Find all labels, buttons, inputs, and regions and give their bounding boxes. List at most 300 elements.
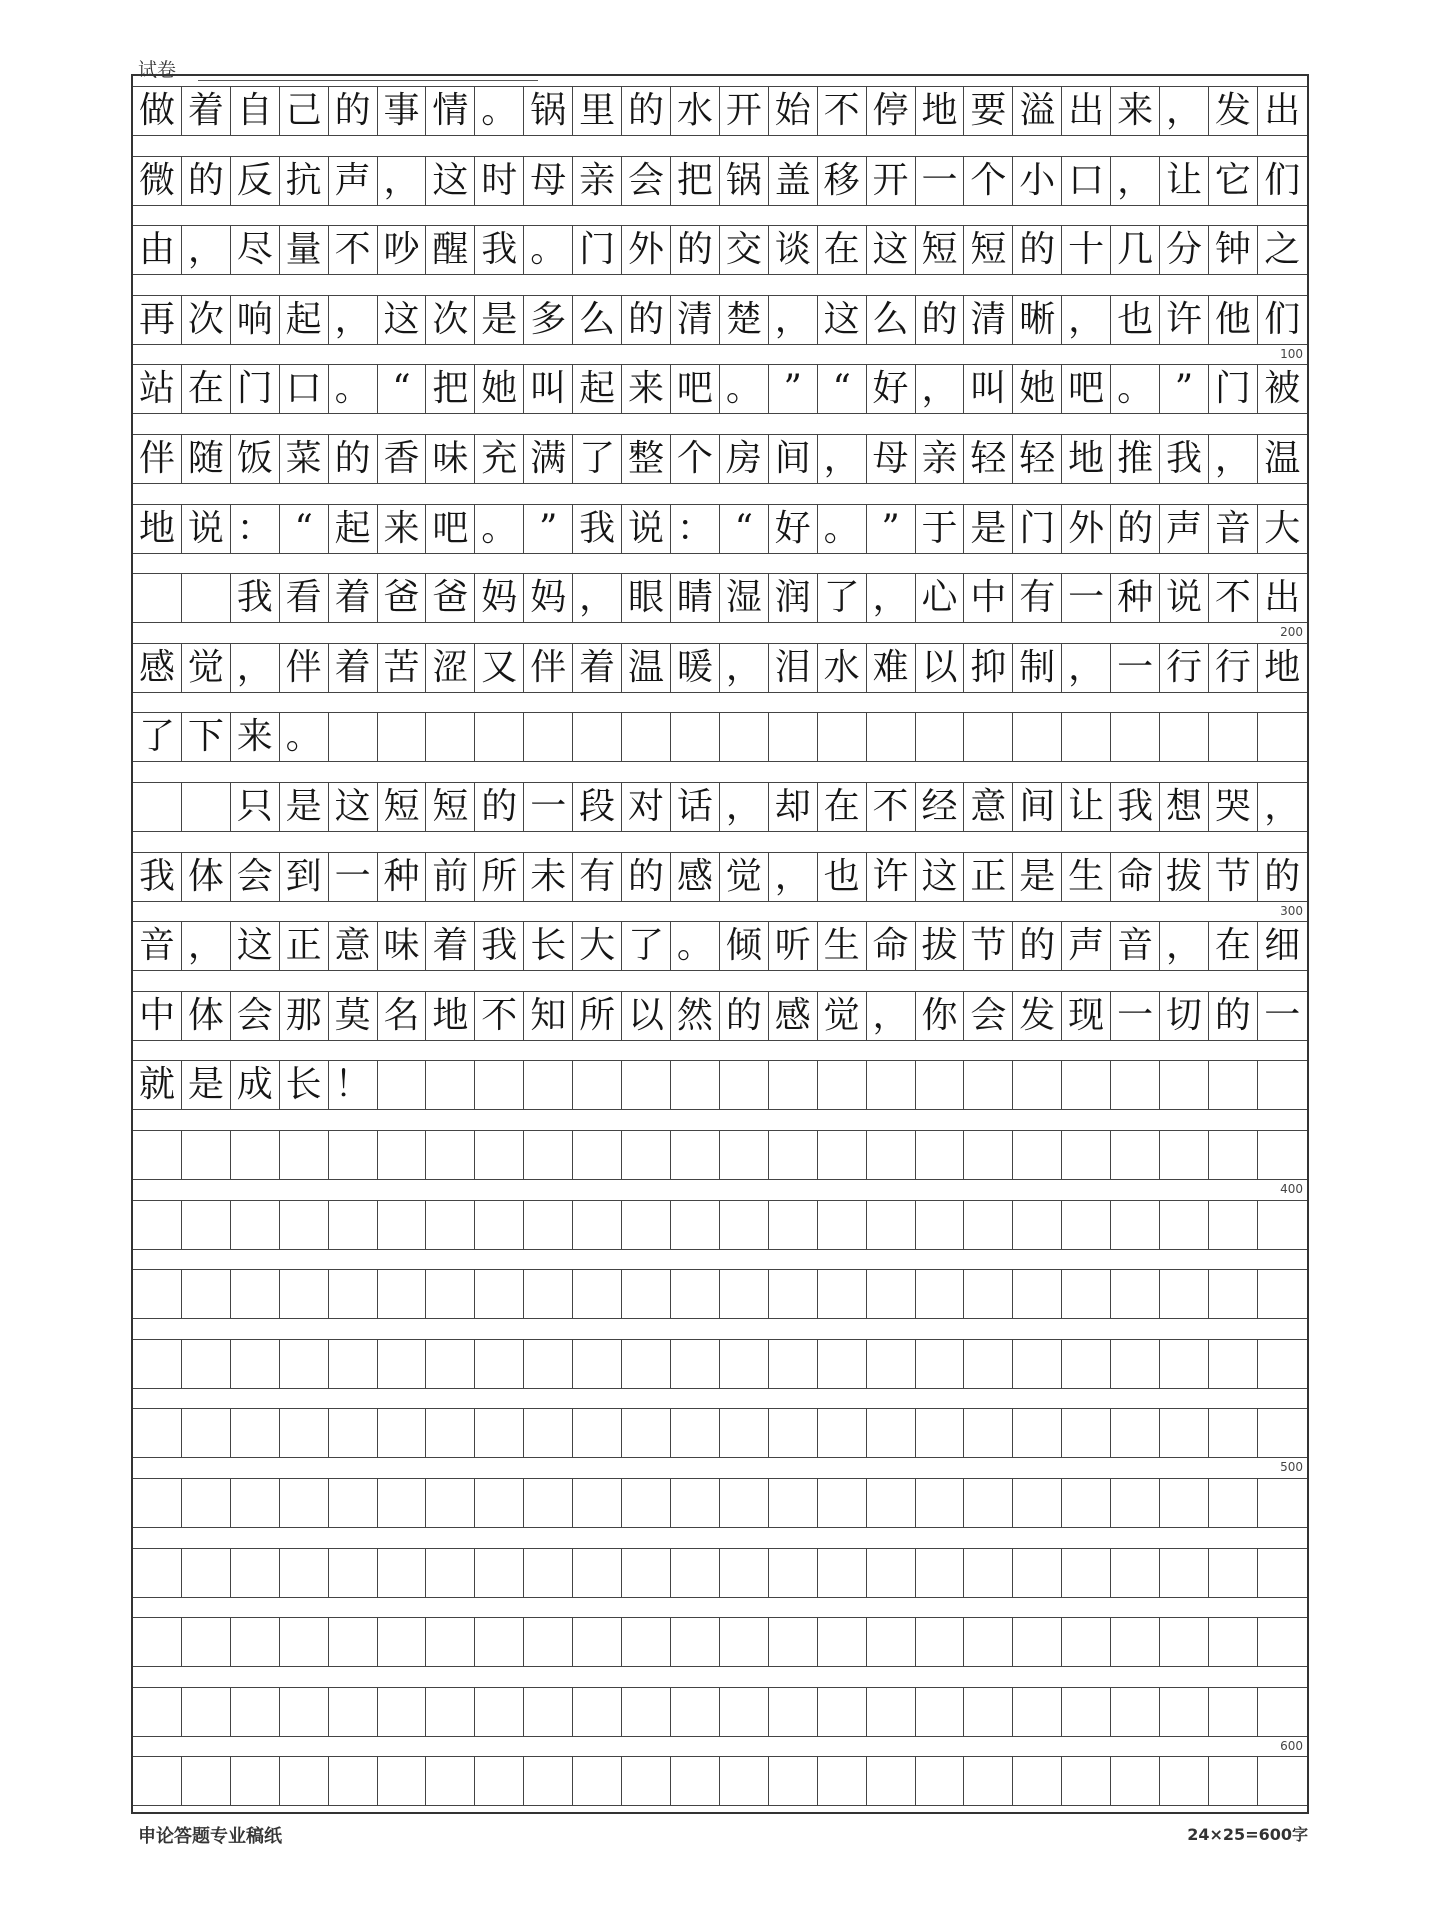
grid-cell: 抗: [280, 156, 329, 206]
grid-cell: ，: [182, 921, 231, 971]
grid-cell: 情: [426, 86, 475, 136]
grid-cell: 地: [426, 991, 475, 1041]
grid-cell: [182, 1130, 231, 1180]
grid-cell: [475, 1339, 524, 1389]
grid-cell: [280, 1617, 329, 1667]
grid-cell: 一: [1111, 991, 1160, 1041]
grid-cell: ：: [671, 504, 720, 554]
grid-cell: [280, 1130, 329, 1180]
grid-cell: [622, 1548, 671, 1598]
grid-cell: 几: [1111, 225, 1160, 275]
grid-cell: 外: [622, 225, 671, 275]
grid-cell: [818, 1060, 867, 1110]
grid-cell: ，: [720, 643, 769, 693]
grid-cell: [1111, 712, 1160, 762]
grid-cell: [769, 1408, 818, 1458]
grid-cell: [671, 1269, 720, 1319]
grid-cell: [671, 1478, 720, 1528]
grid-cell: [133, 1130, 182, 1180]
grid-cell: 的: [475, 782, 524, 832]
grid-cell: [329, 1339, 378, 1389]
grid-cell: 水: [818, 643, 867, 693]
grid-cell: [622, 1130, 671, 1180]
grid-cell: 对: [622, 782, 671, 832]
grid-cell: [378, 1687, 427, 1737]
grid-cell: 只: [231, 782, 280, 832]
grid-cell: 的: [1111, 504, 1160, 554]
grid-cell: ，: [573, 573, 622, 623]
grid-cell: 音: [133, 921, 182, 971]
grid-cell: [720, 1756, 769, 1806]
grid-cell: [622, 1269, 671, 1319]
grid-cell: [329, 1687, 378, 1737]
grid-cell: 于: [916, 504, 965, 554]
grid-cell: [671, 712, 720, 762]
grid-cell: [1258, 1200, 1307, 1250]
grid-cell: 外: [1062, 504, 1111, 554]
grid-cell: 说: [182, 504, 231, 554]
grid-cell: [1013, 1617, 1062, 1667]
grid-cell: 意: [964, 782, 1013, 832]
grid-cell: [1160, 1548, 1209, 1598]
grid-cell: 一: [1258, 991, 1307, 1041]
grid-cell: [133, 1548, 182, 1598]
grid-cell: [573, 1060, 622, 1110]
grid-cell: [671, 1339, 720, 1389]
grid-cell: ，: [818, 434, 867, 484]
grid-cell: [720, 1617, 769, 1667]
grid-cell: 细: [1258, 921, 1307, 971]
grid-cell: [867, 1617, 916, 1667]
grid-cell: 成: [231, 1060, 280, 1110]
grid-cell: 吵: [378, 225, 427, 275]
grid-cell: 你: [916, 991, 965, 1041]
grid-cell: 哭: [1209, 782, 1258, 832]
grid-row: [133, 1269, 1307, 1319]
grid-cell: [916, 1548, 965, 1598]
grid-cell: 香: [378, 434, 427, 484]
grid-cell: [475, 1200, 524, 1250]
grid-cell: [720, 1200, 769, 1250]
grid-cell: 房: [720, 434, 769, 484]
grid-cell: 地: [1062, 434, 1111, 484]
grid-cell: 这: [867, 225, 916, 275]
grid-cell: [133, 1617, 182, 1667]
grid-cell: 下: [182, 712, 231, 762]
grid-cell: 以: [916, 643, 965, 693]
grid-cell: 伴: [133, 434, 182, 484]
grid-cell: [1160, 1339, 1209, 1389]
grid-cell: [1209, 1408, 1258, 1458]
grid-cell: [769, 1687, 818, 1737]
grid-cell: 大: [573, 921, 622, 971]
grid-cell: [426, 712, 475, 762]
grid-cell: [133, 782, 182, 832]
grid-cell: 会: [622, 156, 671, 206]
grid-cell: 长: [524, 921, 573, 971]
grid-cell: [1209, 1756, 1258, 1806]
grid-cell: 睛: [671, 573, 720, 623]
grid-cell: ！: [329, 1060, 378, 1110]
grid-cell: 分: [1160, 225, 1209, 275]
grid-cell: 这: [426, 156, 475, 206]
grid-cell: ，: [1111, 156, 1160, 206]
grid-cell: ，: [867, 991, 916, 1041]
grid-cell: 段: [573, 782, 622, 832]
grid-row: [133, 1200, 1307, 1250]
grid-cell: [867, 1408, 916, 1458]
grid-cell: [769, 1339, 818, 1389]
grid-cell: 里: [573, 86, 622, 136]
grid-cell: ，: [867, 573, 916, 623]
grid-cell: 短: [964, 225, 1013, 275]
grid-cell: [426, 1756, 475, 1806]
grid-cell: 间: [769, 434, 818, 484]
grid-cell: [622, 1339, 671, 1389]
grid-cell: 的: [671, 225, 720, 275]
character-count-mark: 500: [1280, 1460, 1303, 1475]
grid-cell: [329, 1756, 378, 1806]
grid-cell: [573, 1617, 622, 1667]
grid-cell: [475, 1269, 524, 1319]
grid-cell: [916, 1687, 965, 1737]
grid-cell: [524, 1200, 573, 1250]
grid-cell: 不: [867, 782, 916, 832]
grid-cell: [475, 1130, 524, 1180]
grid-cell: [573, 1478, 622, 1528]
grid-cell: [769, 712, 818, 762]
grid-cell: [1160, 1269, 1209, 1319]
grid-cell: 湿: [720, 573, 769, 623]
grid-cell: 伴: [524, 643, 573, 693]
grid-cell: [573, 1130, 622, 1180]
grid-cell: [573, 1756, 622, 1806]
grid-cell: 暖: [671, 643, 720, 693]
grid-cell: 短: [378, 782, 427, 832]
grid-cell: 轻: [964, 434, 1013, 484]
grid-cell: 醒: [426, 225, 475, 275]
grid-cell: 。: [1111, 364, 1160, 414]
grid-cell: [1013, 1339, 1062, 1389]
grid-cell: 那: [280, 991, 329, 1041]
grid-cell: [231, 1548, 280, 1598]
grid-cell: 我: [231, 573, 280, 623]
grid-cell: 有: [1013, 573, 1062, 623]
grid-cell: [378, 1408, 427, 1458]
grid-cell: [524, 1269, 573, 1319]
grid-cell: 的: [622, 295, 671, 345]
grid-cell: 行: [1209, 643, 1258, 693]
grid-cell: [964, 712, 1013, 762]
grid-cell: 中: [133, 991, 182, 1041]
grid-cell: ，: [720, 782, 769, 832]
grid-cell: [475, 1060, 524, 1110]
grid-cell: 停: [867, 86, 916, 136]
grid-cell: [1258, 1408, 1307, 1458]
grid-cell: [182, 1269, 231, 1319]
grid-cell: ，: [182, 225, 231, 275]
grid-cell: 倾: [720, 921, 769, 971]
grid-cell: [964, 1060, 1013, 1110]
grid-cell: 出: [1258, 86, 1307, 136]
grid-cell: 事: [378, 86, 427, 136]
grid-cell: 始: [769, 86, 818, 136]
grid-cell: 母: [867, 434, 916, 484]
grid-cell: 命: [867, 921, 916, 971]
grid-cell: [671, 1548, 720, 1598]
grid-cell: [622, 1200, 671, 1250]
grid-cell: 尽: [231, 225, 280, 275]
grid-cell: 间: [1013, 782, 1062, 832]
grid-cell: [1209, 1060, 1258, 1110]
grid-cell: 感: [671, 852, 720, 902]
grid-cell: 响: [231, 295, 280, 345]
grid-cell: [231, 1408, 280, 1458]
grid-cell: 着: [329, 643, 378, 693]
grid-cell: 在: [1209, 921, 1258, 971]
grid-cell: 十: [1062, 225, 1111, 275]
grid-cell: [1062, 1548, 1111, 1598]
grid-cell: [916, 712, 965, 762]
grid-cell: [1111, 1617, 1160, 1667]
grid-cell: [818, 1617, 867, 1667]
grid-cell: [378, 1617, 427, 1667]
grid-cell: [1160, 1200, 1209, 1250]
grid-cell: [524, 1548, 573, 1598]
grid-cell: 被: [1258, 364, 1307, 414]
grid-cell: [1013, 1478, 1062, 1528]
grid-cell: 口: [1062, 156, 1111, 206]
grid-cell: 次: [182, 295, 231, 345]
grid-cell: [573, 1339, 622, 1389]
grid-cell: ：: [231, 504, 280, 554]
grid-cell: 觉: [182, 643, 231, 693]
grid-cell: [378, 1756, 427, 1806]
grid-cell: [133, 1687, 182, 1737]
grid-cell: [1111, 1408, 1160, 1458]
grid-cell: [231, 1339, 280, 1389]
grid-cell: [1062, 1617, 1111, 1667]
grid-cell: 是: [964, 504, 1013, 554]
grid-cell: [818, 712, 867, 762]
grid-cell: 己: [280, 86, 329, 136]
grid-cell: 行: [1160, 643, 1209, 693]
grid-cell: [818, 1339, 867, 1389]
grid-cell: [964, 1130, 1013, 1180]
grid-cell: 爸: [426, 573, 475, 623]
grid-cell: [964, 1687, 1013, 1737]
grid-cell: 前: [426, 852, 475, 902]
grid-cell: 开: [720, 86, 769, 136]
grid-cell: [426, 1548, 475, 1598]
grid-cell: [818, 1548, 867, 1598]
grid-cell: 却: [769, 782, 818, 832]
grid-cell: [329, 1478, 378, 1528]
grid-cell: 所: [475, 852, 524, 902]
grid-row: [133, 1060, 1307, 1110]
grid-row: [133, 782, 1307, 832]
grid-cell: 了: [573, 434, 622, 484]
grid-cell: ，: [769, 852, 818, 902]
grid-cell: 许: [1160, 295, 1209, 345]
grid-cell: 的: [1258, 852, 1307, 902]
grid-cell: ，: [1160, 921, 1209, 971]
grid-row: [133, 295, 1307, 345]
grid-cell: [1062, 1200, 1111, 1250]
character-count-mark: 100: [1280, 346, 1303, 361]
grid-cell: 种: [378, 852, 427, 902]
grid-cell: 心: [916, 573, 965, 623]
grid-cell: 声: [1062, 921, 1111, 971]
grid-cell: 。: [329, 364, 378, 414]
grid-cell: 爸: [378, 573, 427, 623]
grid-cell: 来: [378, 504, 427, 554]
grid-cell: 清: [671, 295, 720, 345]
grid-cell: [524, 1408, 573, 1458]
grid-cell: 在: [818, 225, 867, 275]
grid-cell: 伴: [280, 643, 329, 693]
grid-cell: [671, 1408, 720, 1458]
grid-cell: 妈: [524, 573, 573, 623]
grid-cell: 现: [1062, 991, 1111, 1041]
grid-cell: 知: [524, 991, 573, 1041]
grid-cell: 味: [378, 921, 427, 971]
grid-cell: [1013, 1269, 1062, 1319]
grid-cell: [1013, 1200, 1062, 1250]
grid-cell: 在: [182, 364, 231, 414]
grid-cell: [916, 1617, 965, 1667]
grid-cell: 会: [231, 852, 280, 902]
grid-cell: 苦: [378, 643, 427, 693]
paper-title: 试卷: [138, 59, 177, 81]
grid-cell: ，: [916, 364, 965, 414]
grid-cell: 了: [133, 712, 182, 762]
grid-cell: ”: [867, 504, 916, 554]
grid-cell: 再: [133, 295, 182, 345]
grid-cell: [867, 1548, 916, 1598]
grid-cell: 我: [475, 225, 524, 275]
grid-cell: 想: [1160, 782, 1209, 832]
grid-cell: 由: [133, 225, 182, 275]
grid-cell: 就: [133, 1060, 182, 1110]
grid-cell: 亲: [573, 156, 622, 206]
grid-cell: [1209, 1130, 1258, 1180]
grid-cell: [622, 1478, 671, 1528]
grid-cell: [524, 1756, 573, 1806]
grid-cell: [964, 1200, 1013, 1250]
grid-cell: ”: [524, 504, 573, 554]
grid-cell: [1160, 712, 1209, 762]
grid-cell: ”: [769, 364, 818, 414]
grid-cell: 溢: [1013, 86, 1062, 136]
grid-cell: 她: [1013, 364, 1062, 414]
grid-cell: 要: [964, 86, 1013, 136]
grid-cell: [426, 1617, 475, 1667]
grid-cell: 清: [964, 295, 1013, 345]
grid-cell: [867, 1060, 916, 1110]
grid-cell: [1258, 1687, 1307, 1737]
grid-cell: [573, 1408, 622, 1458]
grid-cell: [475, 1408, 524, 1458]
grid-cell: [916, 1339, 965, 1389]
grid-cell: 出: [1258, 573, 1307, 623]
grid-cell: [671, 1130, 720, 1180]
grid-cell: 多: [524, 295, 573, 345]
grid-cell: [769, 1548, 818, 1598]
grid-row: [133, 712, 1307, 762]
grid-cell: 是: [280, 782, 329, 832]
grid-cell: [1062, 1269, 1111, 1319]
grid-cell: [964, 1478, 1013, 1528]
grid-cell: 么: [573, 295, 622, 345]
grid-cell: [280, 1408, 329, 1458]
grid-cell: [1013, 1408, 1062, 1458]
grid-row: [133, 1617, 1307, 1667]
grid-cell: 觉: [818, 991, 867, 1041]
grid-cell: 轻: [1013, 434, 1062, 484]
grid-cell: 们: [1258, 295, 1307, 345]
grid-cell: 叫: [964, 364, 1013, 414]
grid-cell: [1062, 1687, 1111, 1737]
grid-cell: 眼: [622, 573, 671, 623]
grid-cell: 母: [524, 156, 573, 206]
grid-cell: [1062, 1339, 1111, 1389]
grid-cell: 出: [1062, 86, 1111, 136]
grid-cell: [280, 1200, 329, 1250]
grid-row: [133, 991, 1307, 1041]
grid-cell: 也: [1111, 295, 1160, 345]
grid-cell: [329, 712, 378, 762]
grid-cell: [622, 1408, 671, 1458]
grid-cell: 口: [280, 364, 329, 414]
grid-cell: [769, 1060, 818, 1110]
grid-cell: [1111, 1060, 1160, 1110]
grid-cell: [329, 1269, 378, 1319]
grid-row: [133, 921, 1307, 971]
grid-cell: [475, 1687, 524, 1737]
grid-cell: 叫: [524, 364, 573, 414]
grid-cell: [720, 1478, 769, 1528]
grid-cell: [622, 1756, 671, 1806]
grid-cell: 这: [329, 782, 378, 832]
grid-cell: [818, 1408, 867, 1458]
grid-cell: [818, 1200, 867, 1250]
grid-cell: 音: [1209, 504, 1258, 554]
grid-cell: [182, 1617, 231, 1667]
character-count-mark: 400: [1280, 1182, 1303, 1196]
grid-cell: [182, 1756, 231, 1806]
grid-cell: 时: [475, 156, 524, 206]
grid-cell: 一: [1111, 643, 1160, 693]
grid-cell: ，: [231, 643, 280, 693]
grid-cell: [329, 1130, 378, 1180]
grid-cell: [573, 712, 622, 762]
grid-cell: 水: [671, 86, 720, 136]
grid-cell: [1209, 1687, 1258, 1737]
grid-cell: [720, 1408, 769, 1458]
grid-cell: [1160, 1130, 1209, 1180]
grid-cell: [720, 1269, 769, 1319]
grid-cell: ，: [769, 295, 818, 345]
grid-cell: [524, 1130, 573, 1180]
grid-cell: 让: [1160, 156, 1209, 206]
grid-cell: 。: [671, 921, 720, 971]
grid-cell: 来: [231, 712, 280, 762]
grid-cell: [133, 1478, 182, 1528]
grid-cell: 的: [622, 852, 671, 902]
grid-cell: 。: [720, 364, 769, 414]
grid-cell: 未: [524, 852, 573, 902]
